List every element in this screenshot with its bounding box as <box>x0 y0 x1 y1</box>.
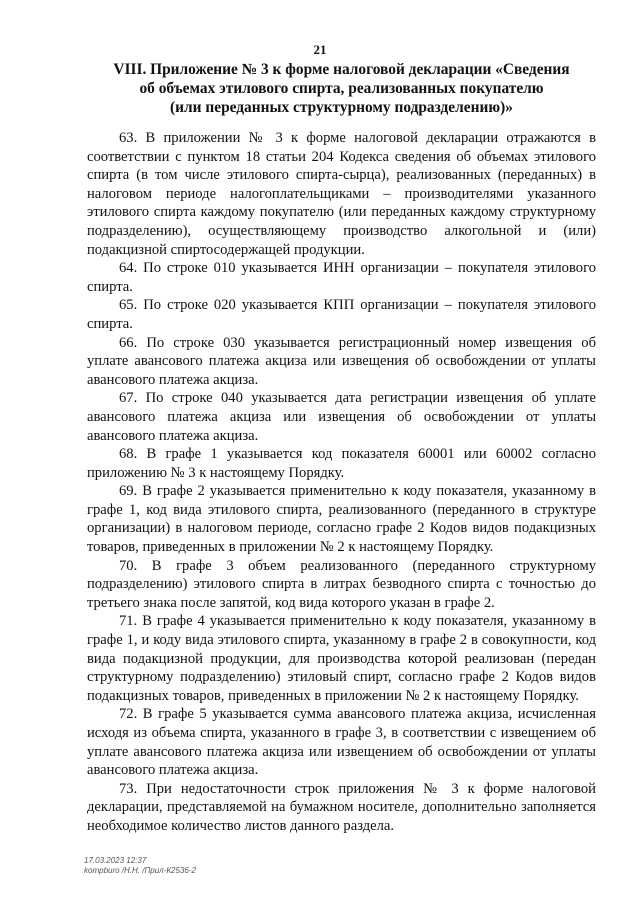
paragraph-73: 73. При недостаточности строк приложения № 3 к форме налоговой декларации, представляемой на бумажном носителе, дополнительно заполняется необходимое количество листов данного раздела. <box>87 780 596 834</box>
paragraph-66: 66. По строке 030 указывается регистрационный номер извещения об уплате авансового платежа акциза или извещения об освобождении от уплаты авансового платежа акциза. <box>87 334 596 388</box>
print-footer <box>84 856 196 876</box>
paragraph-72: 72. В графе 5 указывается сумма авансового платежа акциза, исчисленная исходя из объема спирта, указанного в графе 3, в соответствии с извещением об уплате авансового платежа акциза или извещением об освобождении от уплаты авансового платежа акциза. <box>87 706 596 779</box>
footer-author: kompburo /Н.Н. /Прил-К2536-2 <box>84 866 196 875</box>
paragraph-71: 71. В графе 4 указывается применительно к коду показателя, указанному в графе 1, и коду вида этилового спирта, указанному в графе 2 в совокупности, код вида подакцизной продукции, для производства которой реализован (передан структурному подразделению) этиловый спирт, согласно графе 2 Кодов видов подакцизных товаров, приведенных в приложении № 2 к настоящему Порядку. <box>87 613 596 704</box>
paragraph-68: 68. В графе 1 указывается код показателя 60001 или 60002 согласно приложению № 3 к настоящему Порядку. <box>87 446 596 481</box>
section-title-line: (или переданных структурному подразделению)» <box>170 99 513 116</box>
paragraph-67: 67. По строке 040 указывается дата регистрации извещения об уплате авансового платежа акциза или извещения об освобождении от уплаты авансового платежа акциза. <box>87 390 596 444</box>
paragraph-69: 69. В графе 2 указывается применительно к коду показателя, указанному в графе 1, код вида этилового спирта, реализованного (переданного в структуре организации) в налоговом периоде, согласно графе 2 Кодов видов подакцизных товаров, приведенных в приложении № 2 к настоящему Порядку. <box>87 483 596 556</box>
page-number: 21 <box>313 42 327 57</box>
footer-timestamp: 17.03.2023 12:37 <box>84 856 147 865</box>
document-body <box>87 129 596 836</box>
section-title <box>87 60 596 117</box>
paragraph-65: 65. По строке 020 указывается КПП организации – покупателя этилового спирта. <box>87 297 596 332</box>
paragraph-64: 64. По строке 010 указывается ИНН организации – покупателя этилового спирта. <box>87 260 596 295</box>
paragraph-70: 70. В графе 3 объем реализованного (переданного структурному подразделению) этилового спирта в литрах безводного спирта с точностью до третьего знака после запятой, код вида которого указан в графе 2. <box>87 557 596 611</box>
paragraph-63: 63. В приложении № 3 к форме налоговой декларации отражаются в соответствии с пунктом 18 статьи 204 Кодекса сведения об объемах этилового спирта (в том числе этилового спирта-сырца), реализованных (переданных) в налоговом периоде налогоплательщиками – производителями указанного этилового спирта каждому покупателю (или переданных каждому структурному подразделению), осуществляющему производство алкогольной и (или) подакцизной спиртосодержащей продукции. <box>87 130 596 258</box>
section-title-line: об объемах этилового спирта, реализованных покупателю <box>139 80 544 97</box>
section-title-line: VIII. Приложение № 3 к форме налоговой декларации «Сведения <box>113 61 570 78</box>
